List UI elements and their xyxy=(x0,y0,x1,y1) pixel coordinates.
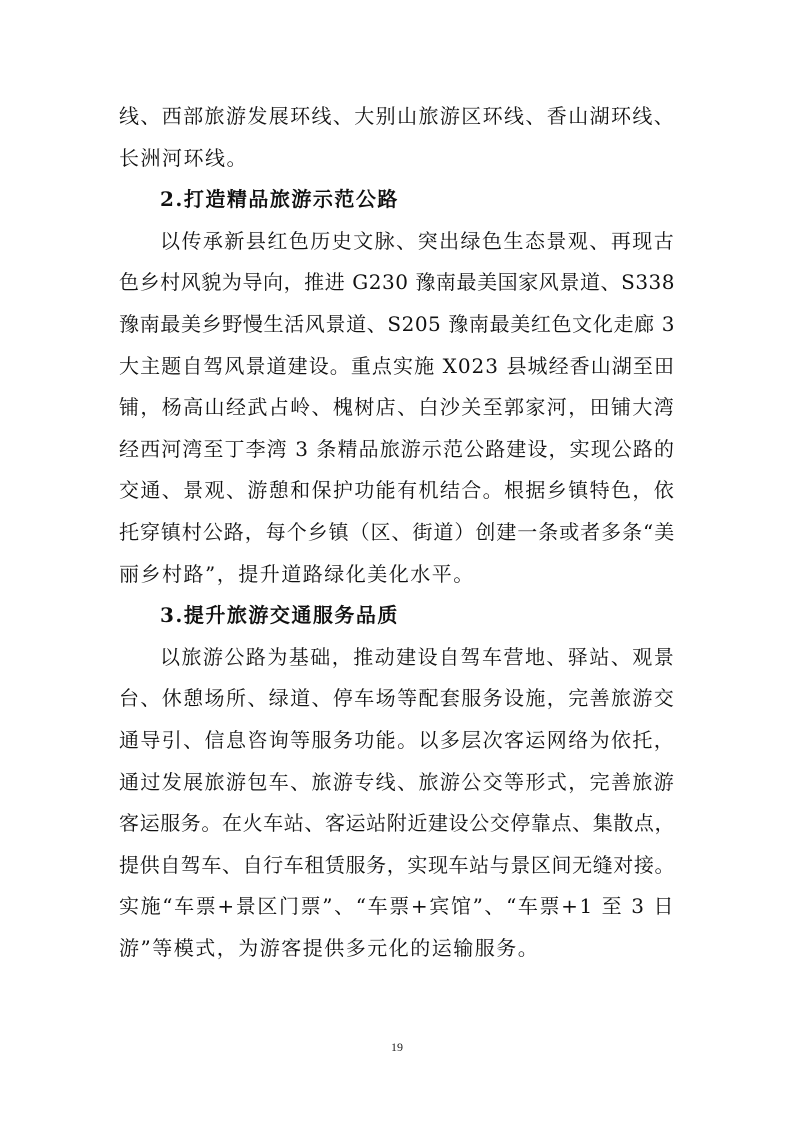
text-line: 铺，杨高山经武占岭、槐树店、白沙关至郭家河，田铺大湾 xyxy=(119,395,675,420)
text-line: 豫南最美乡野慢生活风景道、S205 豫南最美红色文化走廊 3 xyxy=(119,311,675,336)
text-line: 以传承新县红色历史文脉、突出绿色生态景观、再现古 xyxy=(160,228,675,253)
text-line: 经西河湾至丁李湾 3 条精品旅游示范公路建设，实现公路的 xyxy=(119,436,675,461)
section-heading: 3.提升旅游交通服务品质 xyxy=(160,603,399,628)
paragraph xyxy=(119,221,675,595)
section-heading: 2.打造精品旅游示范公路 xyxy=(160,187,399,212)
page-number: 19 xyxy=(391,1040,403,1054)
text-line: 线、西部旅游发展环线、大别山旅游区环线、香山湖环线、 xyxy=(119,104,675,128)
text-line: 提供自驾车、自行车租赁服务，实现车站与景区间无缝对接。 xyxy=(119,852,675,877)
paragraph-continued xyxy=(119,96,675,179)
text-line: 通导引、信息咨询等服务功能。以多层次客运网络为依托， xyxy=(119,727,675,752)
text-line: 色乡村风貌为导向，推进 G230 豫南最美国家风景道、S338 xyxy=(119,270,675,295)
text-line: 游”等模式，为游客提供多元化的运输服务。 xyxy=(119,935,540,960)
text-line: 交通、景观、游憩和保护功能有机结合。根据乡镇特色，依 xyxy=(119,478,675,503)
text-line: 以旅游公路为基础，推动建设自驾车营地、驿站、观景 xyxy=(160,644,675,669)
text-line: 实施“车票+景区门票”、“车票+宾馆”、“车票+1 至 3 日 xyxy=(119,894,675,919)
text-line: 长洲河环线。 xyxy=(119,145,248,170)
document-body xyxy=(119,96,675,969)
text-line: 托穿镇村公路，每个乡镇（区、街道）创建一条或者多条“美 xyxy=(119,519,675,544)
text-line: 丽乡村路”，提升道路绿化美化水平。 xyxy=(119,561,475,586)
text-line: 大主题自驾风景道建设。重点实施 X023 县城经香山湖至田 xyxy=(119,353,675,378)
paragraph xyxy=(119,637,675,970)
text-line: 台、休憩场所、绿道、停车场等配套服务设施，完善旅游交 xyxy=(119,686,675,711)
text-line: 客运服务。在火车站、客运站附近建设公交停靠点、集散点， xyxy=(119,811,675,836)
text-line: 通过发展旅游包车、旅游专线、旅游公交等形式，完善旅游 xyxy=(119,769,675,794)
